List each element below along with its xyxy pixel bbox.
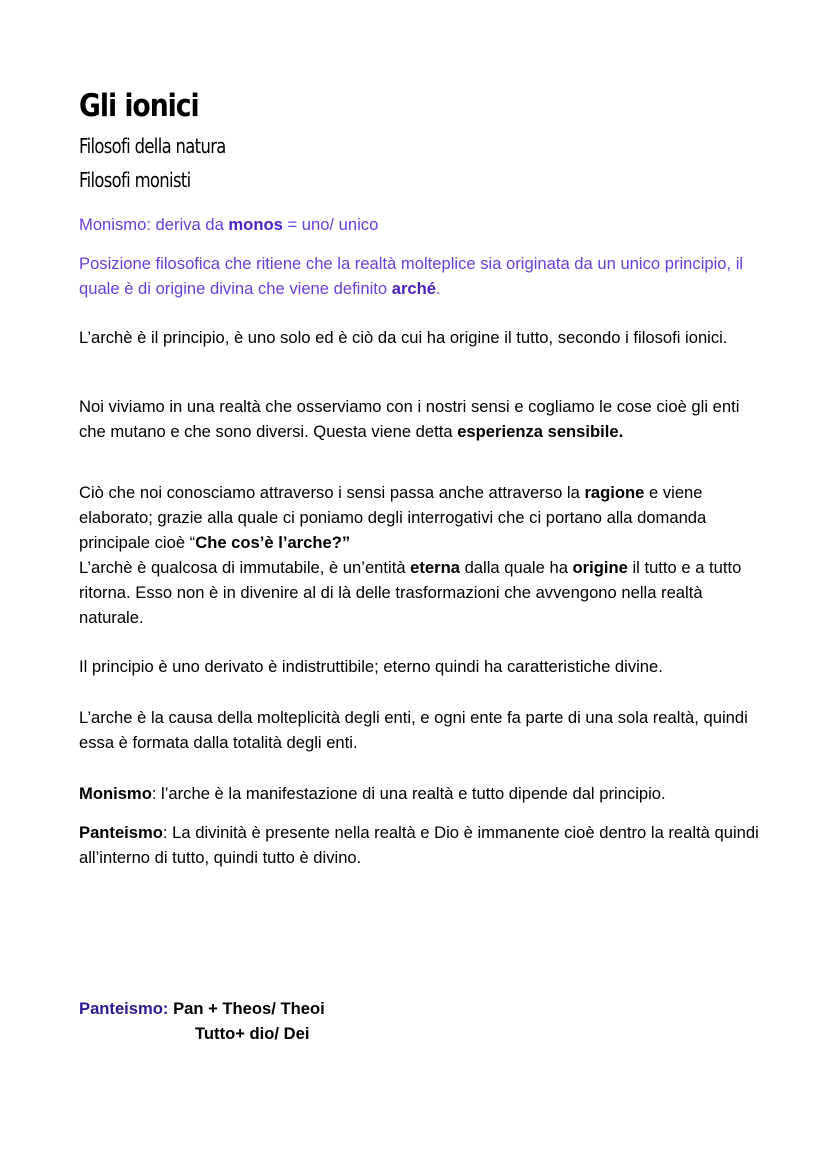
etymology-line-2: Tutto+ dio/ Dei [195, 1024, 310, 1043]
monismo-suffix: = uno/ unico [282, 215, 379, 234]
subtitle-natura: Filosofi della natura [79, 134, 226, 158]
monismo-definition [79, 212, 769, 237]
ragione-text-4: dalla quale ha [459, 558, 573, 577]
panteismo-paragraph [79, 820, 769, 870]
monismo-paragraph [79, 781, 769, 806]
arche-paragraph: L’archè è il principio, è uno solo ed è ciò da cui ha origine il tutto, secondo i filosofi ionici. [79, 328, 728, 347]
question-term: Che cos’è l’arche?” [195, 533, 351, 552]
ragione-term: ragione [584, 483, 645, 502]
page-title: Gli ionici [79, 88, 199, 124]
monos-term: monos [228, 215, 283, 234]
subtitle-monisti: Filosofi monisti [79, 168, 191, 192]
causa-paragraph: L’arche è la causa della molteplicità degli enti, e ogni ente fa parte di una sola realtà, quindi essa è formata dalla totalità degli enti. [79, 708, 748, 752]
etymology-line-1: Pan + Theos/ Theoi [168, 999, 325, 1018]
eterna-term: eterna [410, 558, 460, 577]
etymology-block [79, 996, 769, 1046]
ragione-text-2: e viene elaborato; grazie alla quale ci poniamo degli interrogativi che ci portano alla domanda principale cioè “ [79, 483, 707, 552]
posizione-text: Posizione filosofica che ritiene che la realtà molteplice sia originata da un unico principio, il quale è di origine divina che viene definito [79, 254, 744, 298]
esperienza-term: esperienza sensibile. [457, 422, 624, 441]
esperienza-text: Noi viviamo in una realtà che osserviamo con i nostri sensi e cogliamo le cose cioè gli enti che mutano e che sono diversi. Questa viene detta [79, 397, 740, 441]
monismo-term: Monismo [79, 784, 152, 803]
arche-term: arché [391, 279, 437, 298]
principio-paragraph: Il principio è uno derivato è indistruttibile; eterno quindi ha caratteristiche divine. [79, 657, 663, 676]
origine-term: origine [572, 558, 628, 577]
posizione-paragraph [79, 251, 769, 301]
panteismo-term: Panteismo [79, 823, 163, 842]
esperienza-paragraph [79, 394, 769, 444]
posizione-end: . [436, 279, 441, 298]
monismo-prefix: Monismo: deriva da [79, 215, 229, 234]
monismo-text: : l’arche è la manifestazione di una realtà e tutto dipende dal principio. [151, 784, 666, 803]
panteismo-text: : La divinità è presente nella realtà e Dio è immanente cioè dentro la realtà quindi all’interno di tutto, quindi tutto è divino. [79, 823, 759, 867]
etymology-term: Panteismo: [79, 999, 169, 1018]
ragione-text-1: Ciò che noi conosciamo attraverso i sensi passa anche attraverso la [79, 483, 585, 502]
ragione-paragraph [79, 480, 769, 630]
ragione-text-5: il tutto e a tutto ritorna. Esso non è in divenire al di là delle trasformazioni che avvengono nella realtà naturale. [79, 558, 742, 627]
ragione-text-3: L’archè è qualcosa di immutabile, è un’entità [79, 558, 411, 577]
